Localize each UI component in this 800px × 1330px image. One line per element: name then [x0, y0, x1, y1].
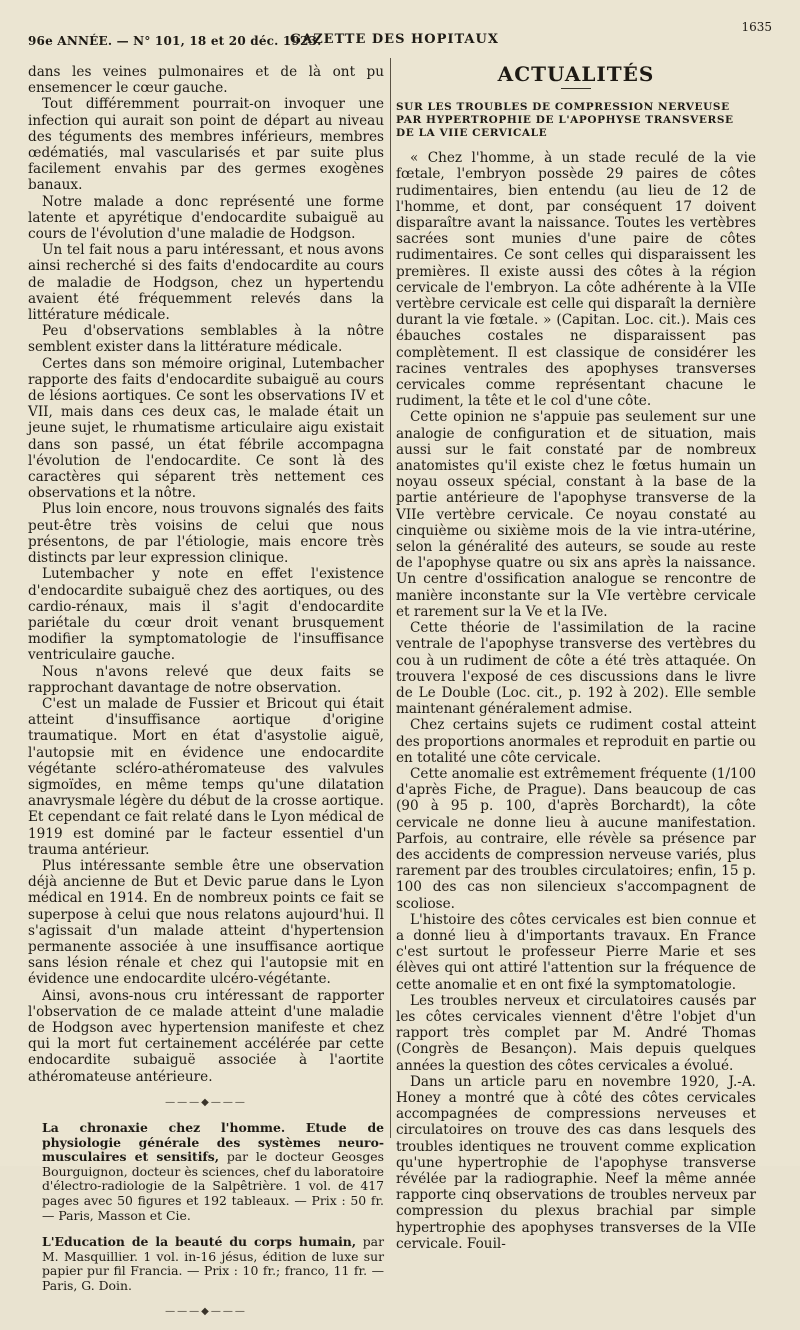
- paragraph: « Chez l'homme, à un stade reculé de la vie fœtale, l'embryon possède 29 paires de côtes rudimentaires, bien entendu (au lieu de 12 de l'homme, et dont, par conséquent 17 doivent disparaître avant la naissance. Toutes les vertèbres sacrées sont munies d'une paire de côtes rudimentaires. Ce sont celles qui disparaissent les premières. Il existe aussi des côtes à la région cervicale de l'embryon. La côte adhérente à la VIIe vertèbre cervicale est celle qui disparaît la dernière durant la vie fœtale. » (Capitan. Loc. cit.). Mais ces ébauches costales ne disparaissent pas complètement. Il est classique de considérer les racines ventrales des apophyses transverses cervicales comme représentant chacune le rudiment, la tête et le col d'une côte.: [396, 150, 756, 410]
- right-column: [396, 64, 756, 1252]
- book-notice: [28, 1235, 384, 1293]
- ornament-divider: ———◆———: [165, 1305, 247, 1317]
- paragraph: C'est un malade de Fussier et Bricout qui était atteint d'insuffisance aortique d'origine traumatique. Mort en état d'asystolie aiguë, l'autopsie mit en évidence une endocardite végétante scléro-athéromateuse des valvules sigmoïdes, en même temps qu'une dilatation anavrysmale légère du début de la crosse aortique. Et cependant ce fait relaté dans le Lyon médical de 1919 est dominé par le facteur essentiel d'un trauma antérieur.: [28, 695, 384, 858]
- paragraph: Chez certains sujets ce rudiment costal atteint des proportions anormales et reproduit en partie ou en totalité une côte cervicale.: [396, 717, 756, 766]
- title-rule: [561, 88, 591, 89]
- page-number: 1635: [741, 20, 772, 34]
- paragraph: Cette opinion ne s'appuie pas seulement sur une analogie de configuration et de situation, mais aussi sur le fait constaté par de nombreux anatomistes qu'il existe chez le fœtus humain un noyau osseux spécial, constant à la base de la partie antérieure de l'apophyse transverse de la VIIe vertèbre cervicale. Ce noyau constaté au cinquième ou sixième mois de la vie intra-utérine, selon la généralité des auteurs, se soude au reste de l'apophyse quatre ou six ans après la naissance. Un centre d'ossification analogue se rencontre de manière inconstante sur la VIe vertèbre cervicale et rarement sur la Ve et la IVe.: [396, 409, 756, 620]
- paragraph: dans les veines pulmonaires et de là ont pu ensemencer le cœur gauche.: [28, 64, 384, 97]
- paragraph: Plus intéressante semble être une observation déjà ancienne de But et Devic parue dans le Lyon médical en 1914. En de nombreux points ce fait se superpose à celui que nous relatons aujourd'hui. Il s'agissait d'un malade atteint d'hypertension permanente associée à une insuffisance aortique sans lésion rénale et chez qui l'autopsie mit en évidence une endocardite ulcéro-végétante.: [28, 857, 384, 988]
- book-notice: [28, 1121, 384, 1223]
- paragraph: Lutembacher y note en effet l'existence d'endocardite subaiguë chez des aortiques, ou des cardio-rénaux, mais il s'agit d'endocardite pariétale du cœur droit venant brusquement modifier la symptomatologie de l'insuffisance ventriculaire gauche.: [28, 566, 384, 664]
- paragraph: Les troubles nerveux et circulatoires causés par les côtes cervicales viennent d'être l'objet d'un rapport très complet par M. André Thomas (Congrès de Besançon). Mais depuis quelques années la question des côtes cervicales a évolué.: [396, 992, 756, 1074]
- paragraph: Un tel fait nous a paru intéressant, et nous avons ainsi recherché si des faits d'endocardite au cours de maladie de Hodgson, chez un hypertendu avaient été fréquemment relevés dans la littérature médicale.: [28, 242, 384, 324]
- paragraph: Peu d'observations semblables à la nôtre semblent exister dans la littérature médicale.: [28, 323, 384, 356]
- book-details: par le docteur Geosges Bourguignon, docteur ès sciences, chef du laboratoire d'électro-radiologie de la Salpêtrière. 1 vol. de 417 pages avec 50 figures et 192 tableaux. — Prix : 50 fr. — Paris, Masson et Cie.: [42, 1149, 384, 1223]
- page-header: [28, 14, 772, 54]
- section-title: ACTUALITÉS: [497, 62, 655, 86]
- paragraph: Cette théorie de l'assimilation de la racine ventrale de l'apophyse transverse des vertèbres du cou à un rudiment de côte a été très attaquée. On trouvera l'exposé de ces discussions dans le livre de Le Double (Loc. cit., p. 192 à 202). Elle semble maintenant généralement admise.: [396, 620, 756, 718]
- article-title: SUR LES TROUBLES DE COMPRESSION NERVEUSE PAR HYPERTROPHIE DE L'APOPHYSE TRANSVERSE DE LA VIIE CERVICALE: [396, 101, 734, 140]
- book-title: L'Education de la beauté du corps humain,: [42, 1234, 357, 1250]
- paragraph: Dans un article paru en novembre 1920, J.-A. Honey a montré que à côté des côtes cervicales accompagnées de compressions nerveuses et circulatoires on trouve des cas dans lesquels des troubles identiques ne trouvent comme explication qu'une hypertrophie de l'apophyse transverse révélée par la radiographie. Neef la même année rapporte cinq observations de troubles nerveux par compression du plexus brachial par simple hypertrophie des apophyses transverses de la VIIe cervicale. Fouil-: [396, 1073, 756, 1252]
- journal-title: GAZETTE DES HOPITAUX: [290, 32, 499, 47]
- paragraph: Nous n'avons relevé que deux faits se rapprochant davantage de notre observation.: [28, 663, 384, 696]
- column-divider: [390, 58, 391, 1138]
- ornament-divider: ———◆———: [165, 1096, 247, 1108]
- book-title: La chronaxie chez l'homme. Etude de physiologie générale des systèmes neuro-musculaires et sensitifs,: [42, 1120, 384, 1165]
- paragraph: Cette anomalie est extrêmement fréquente (1/100 d'après Fiche, de Prague). Dans beaucoup de cas (90 à 95 p. 100, d'après Borchardt), la côte cervicale ne donne lieu à aucune manifestation. Parfois, au contraire, elle révèle sa présence par des accidents de compression nerveuse variés, plus rarement par des troubles circulatoires; enfin, 15 p. 100 des cas non silencieux s'accompagnent de scoliose.: [396, 765, 756, 912]
- paragraph: L'histoire des côtes cervicales est bien connue et a donné lieu à d'importants travaux. En France c'est surtout le professeur Pierre Marie et ses élèves qui ont attiré l'attention sur la fréquence de cette anomalie et en ont fixé la symptomatologie.: [396, 911, 756, 993]
- book-details: par M. Masquillier. 1 vol. in-16 jésus, édition de luxe sur papier pur fil Francia. — Prix : 10 fr.; franco, 11 fr. — Paris, G. Doin.: [42, 1234, 384, 1293]
- paragraph: Tout différemment pourrait-on invoquer une infection qui aurait son point de départ au niveau des téguments des membres inférieurs, membres œdématiés, mal vascularisés et par suite plus facilement envahis par des germes exogènes banaux.: [28, 96, 384, 194]
- paragraph: Ainsi, avons-nous cru intéressant de rapporter l'observation de ce malade atteint d'une maladie de Hodgson avec hypertension manifeste et chez qui la mort fut certainement accélérée par cette endocardite subaiguë associée à l'aortite athéromateuse antérieure.: [28, 987, 384, 1085]
- paragraph: Certes dans son mémoire original, Lutembacher rapporte des faits d'endocardite subaiguë au cours de lésions aortiques. Ce sont les observations IV et VII, mais dans ces deux cas, le malade était un jeune sujet, le rhumatisme articulaire aigu existait dans son passé, un état fébrile accompagna l'évolution de l'endocardite. Ce sont là des caractères qui séparent très nettement ces observations et la nôtre.: [28, 355, 384, 502]
- left-column: [28, 64, 384, 1330]
- paragraph: Plus loin encore, nous trouvons signalés des faits peut-être très voisins de celui que nous présentons, de par l'étiologie, mais encore très distincts par leur expression clinique.: [28, 501, 384, 567]
- issue-info: 96e ANNÉE. — N° 101, 18 et 20 déc. 1923.: [28, 34, 322, 48]
- paragraph: Notre malade a donc représenté une forme latente et apyrétique d'endocardite subaiguë au cours de l'évolution d'une maladie de Hodgson.: [28, 193, 384, 243]
